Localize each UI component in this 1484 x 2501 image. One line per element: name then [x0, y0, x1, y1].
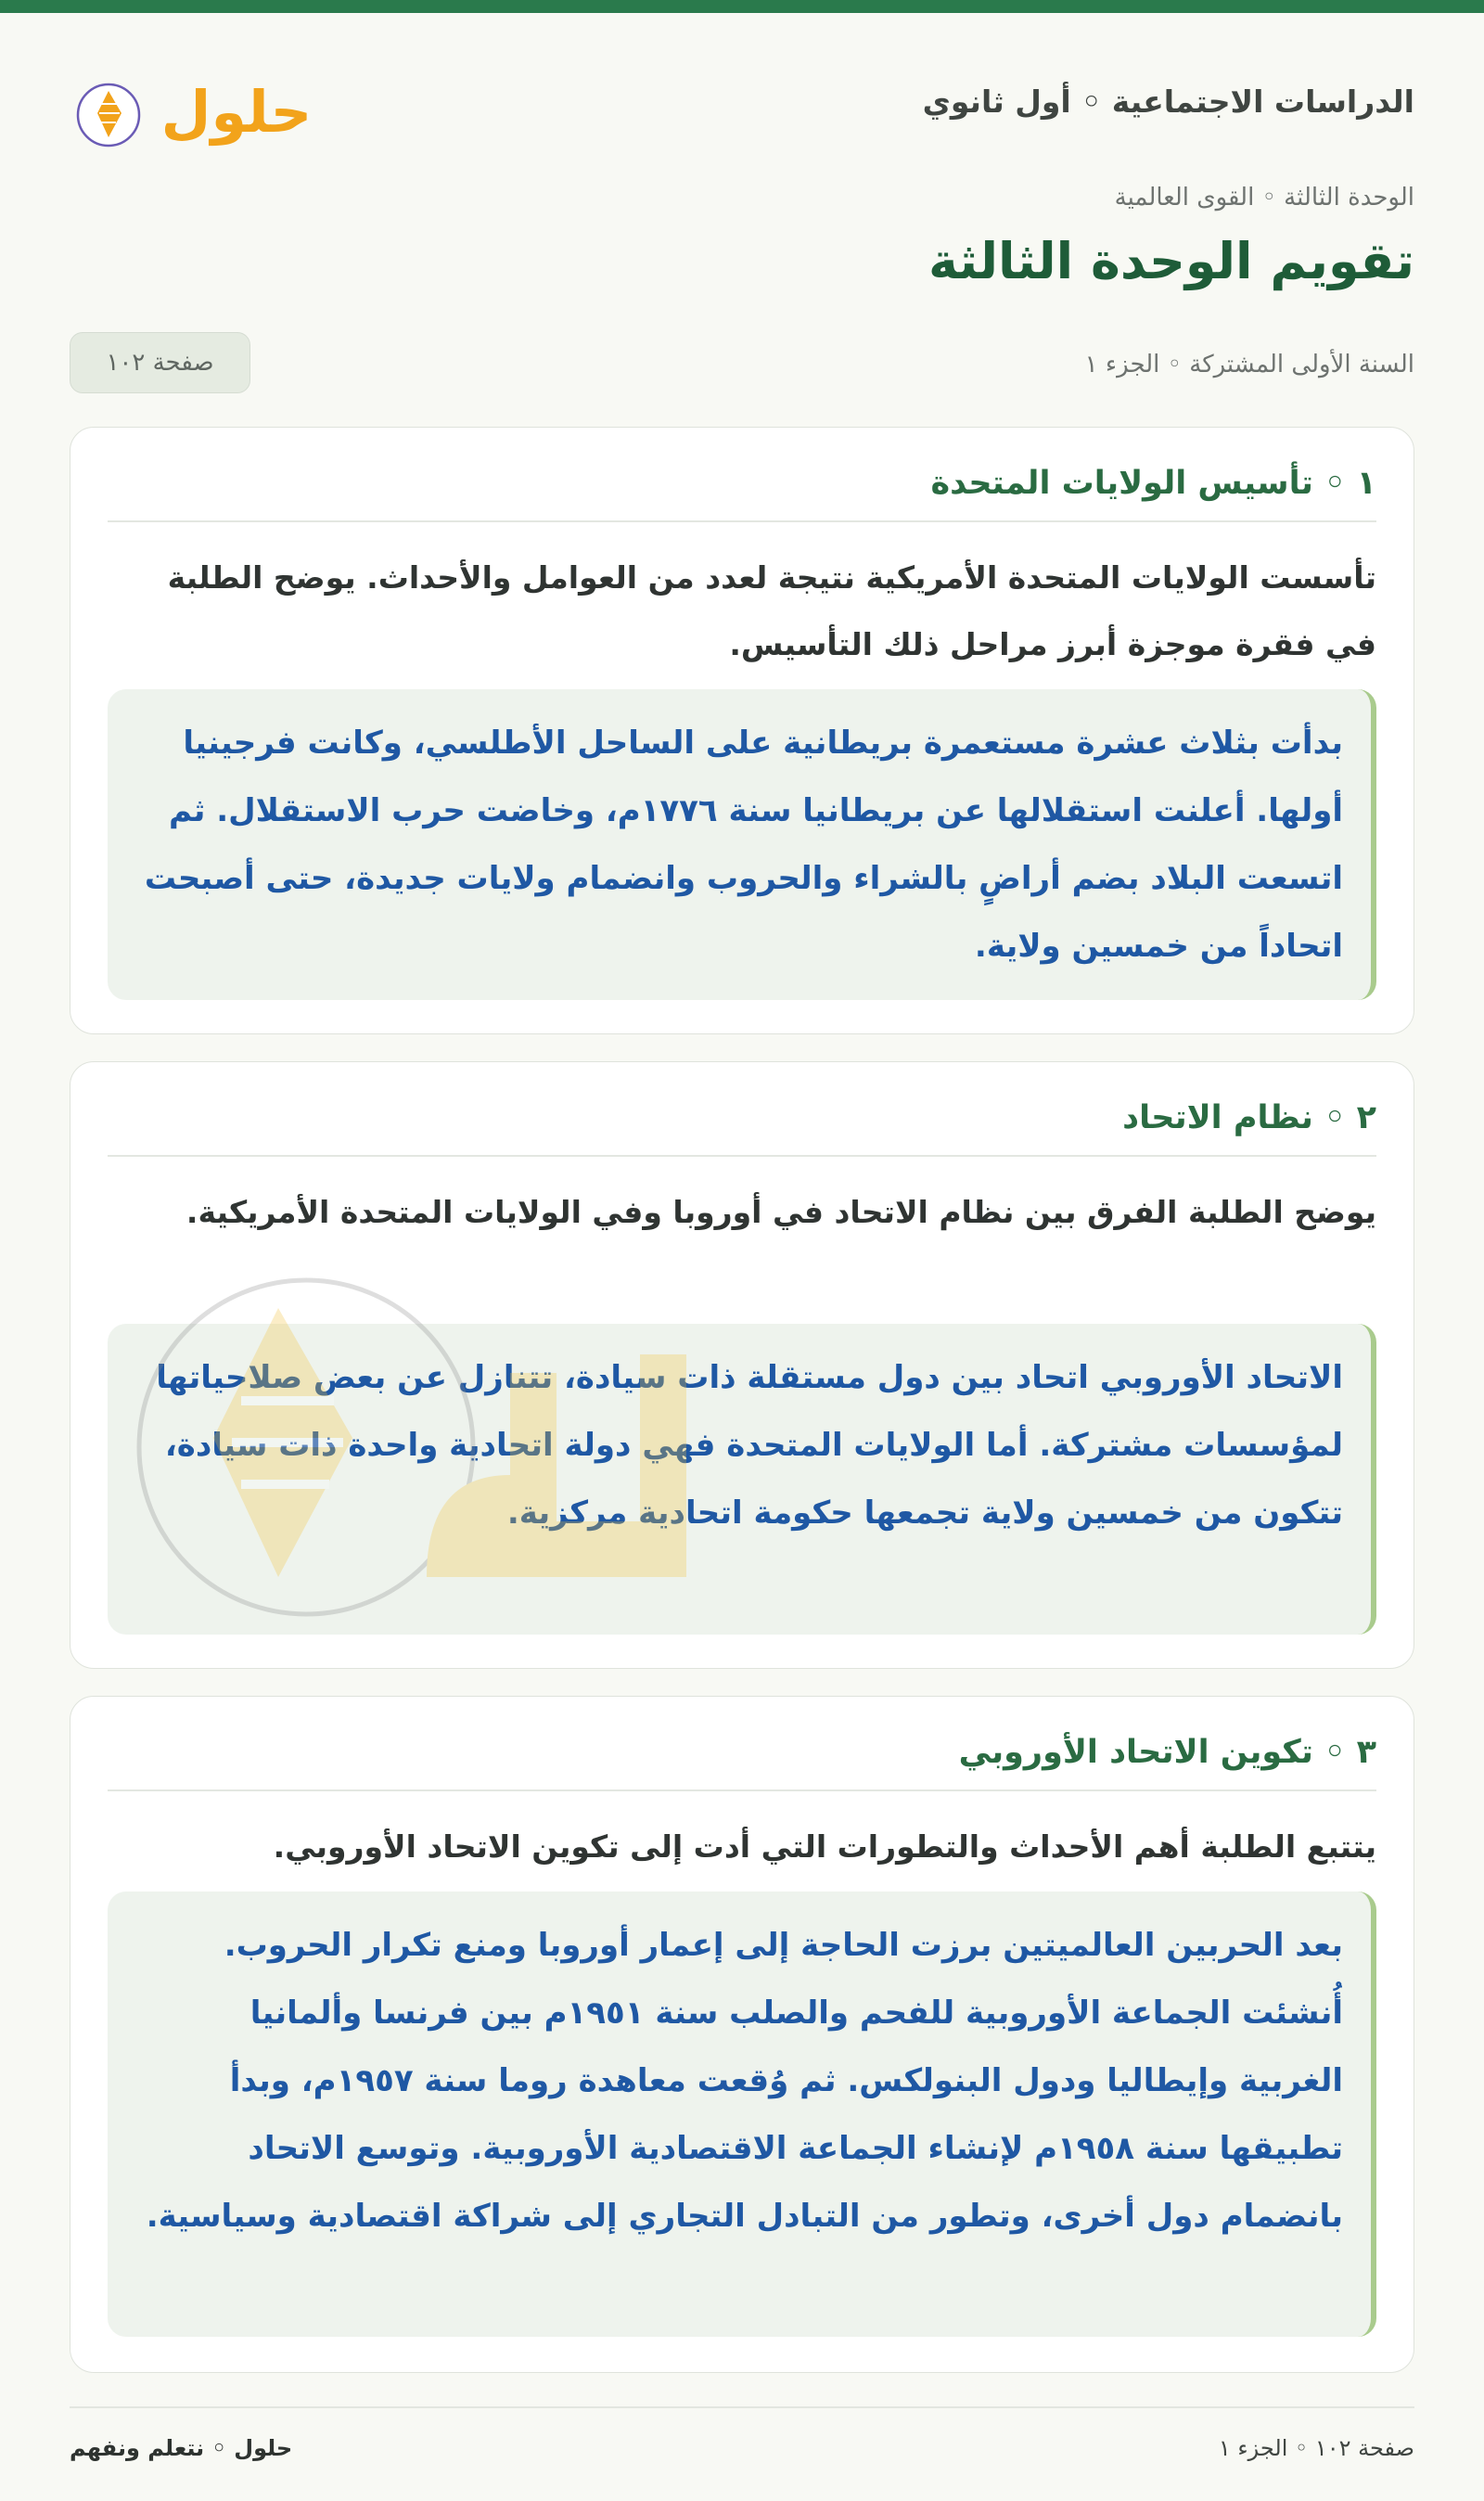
footer-tagline: حلول ◦ نتعلم ونفهم: [70, 2435, 293, 2461]
section-divider: [108, 520, 1376, 522]
page-badge: صفحة ١٠٢: [70, 332, 250, 393]
section-title: ٢ ◦ نظام الاتحاد: [1122, 1099, 1376, 1136]
unit-breadcrumb: الوحدة الثالثة ◦ القوى العالمية: [1114, 184, 1414, 212]
section-answer: بعد الحربين العالميتين برزت الحاجة إلى إعمار أوروبا ومنع تكرار الحروب. أُنشئت الجماعة الأوروبية للفحم والصلب سنة ١٩٥١م بين فرنسا وألمانيا الغربية وإيطاليا ودول البنولكس. ثم وُقعت معاهدة روما سنة ١٩٥٧م، وبدأ تطبيقها سنة ١٩٥٨م لإنشاء الجماعة الاقتصادية الأوروبية. وتوسع الاتحاد بانضمام دول أخرى، وتطور من التبادل التجاري إلى شراكة اقتصادية وسياسية.: [108, 1892, 1376, 2337]
footer-page-info: صفحة ١٠٢ ◦ الجزء ١: [1218, 2435, 1414, 2461]
page-header: [70, 56, 1414, 148]
section-answer: الاتحاد الأوروبي اتحاد بين دول مستقلة ذات سيادة، تتنازل عن بعض صلاحياتها لمؤسسات مشتركة. أما الولايات المتحدة فهي دولة اتحادية واحدة ذات سيادة، تتكون من خمسين ولاية تجمعها حكومة اتحادية مركزية.: [108, 1324, 1376, 1635]
section-question: يتتبع الطلبة أهم الأحداث والتطورات التي أدت إلى تكوين الاتحاد الأوروبي.: [273, 1828, 1376, 1865]
section-title: ٣ ◦ تكوين الاتحاد الأوروبي: [958, 1734, 1376, 1771]
section-divider: [108, 1789, 1376, 1791]
logo-text: حلول: [160, 78, 311, 146]
page-title: تقويم الوحدة الثالثة: [928, 232, 1414, 290]
section-card: [70, 427, 1414, 1034]
section-answer: بدأت بثلاث عشرة مستعمرة بريطانية على الساحل الأطلسي، وكانت فرجينيا أولها. أعلنت استقلالها عن بريطانيا سنة ١٧٧٦م، وخاضت حرب الاستقلال. ثم اتسعت البلاد بضم أراضٍ بالشراء والحروب وانضمام ولايات جديدة، حتى أصبحت اتحاداً من خمسين ولاية.: [108, 689, 1376, 1000]
section-question: يوضح الطلبة الفرق بين نظام الاتحاد في أوروبا وفي الولايات المتحدة الأمريكية.: [186, 1194, 1376, 1230]
subject-title: الدراسات الاجتماعية ◦ أول ثانوي: [922, 83, 1414, 120]
section-card: [70, 1061, 1414, 1669]
section-card: [70, 1696, 1414, 2373]
site-logo[interactable]: [70, 65, 311, 148]
section-title: ١ ◦ تأسيس الولايات المتحدة: [930, 465, 1376, 502]
footer-divider: [70, 2406, 1414, 2408]
section-question: تأسست الولايات المتحدة الأمريكية نتيجة لعدد من العوامل والأحداث. يوضح الطلبة في فقرة موجزة أبرز مراحل ذلك التأسيس.: [167, 559, 1376, 662]
section-divider: [108, 1155, 1376, 1157]
logo-icon: [70, 65, 311, 148]
course-meta: السنة الأولى المشتركة ◦ الجزء ١: [1084, 351, 1414, 378]
top-accent-bar: [0, 0, 1484, 13]
